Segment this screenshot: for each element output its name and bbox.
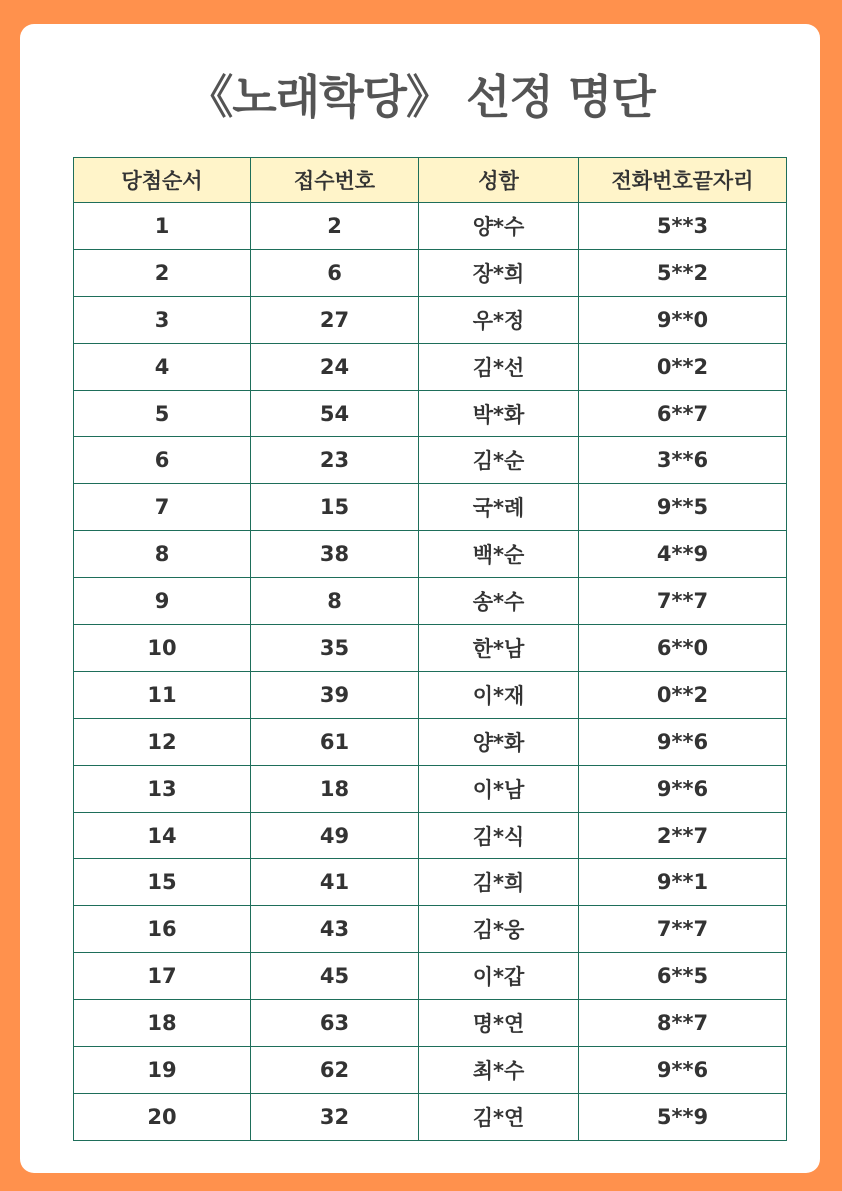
cell-name: 김*연 xyxy=(419,1093,579,1140)
cell-phone-last-digits: 5**3 xyxy=(579,203,787,250)
cell-phone-last-digits: 7**7 xyxy=(579,578,787,625)
header-draw-order: 당첨순서 xyxy=(74,158,251,203)
cell-name: 명*연 xyxy=(419,1000,579,1047)
cell-draw-order: 16 xyxy=(74,906,251,953)
table-row xyxy=(74,625,787,672)
cell-draw-order: 14 xyxy=(74,812,251,859)
cell-draw-order: 12 xyxy=(74,718,251,765)
cell-application-number: 23 xyxy=(251,437,419,484)
cell-name: 양*수 xyxy=(419,203,579,250)
cell-draw-order: 11 xyxy=(74,671,251,718)
cell-name: 백*순 xyxy=(419,531,579,578)
cell-phone-last-digits: 7**7 xyxy=(579,906,787,953)
cell-application-number: 49 xyxy=(251,812,419,859)
table-row xyxy=(74,203,787,250)
cell-draw-order: 10 xyxy=(74,625,251,672)
cell-name: 이*재 xyxy=(419,671,579,718)
cell-phone-last-digits: 9**0 xyxy=(579,296,787,343)
table-row xyxy=(74,1000,787,1047)
table-row xyxy=(74,531,787,578)
cell-phone-last-digits: 0**2 xyxy=(579,343,787,390)
cell-name: 김*선 xyxy=(419,343,579,390)
cell-application-number: 54 xyxy=(251,390,419,437)
cell-phone-last-digits: 9**1 xyxy=(579,859,787,906)
cell-application-number: 38 xyxy=(251,531,419,578)
cell-draw-order: 6 xyxy=(74,437,251,484)
cell-name: 김*순 xyxy=(419,437,579,484)
cell-name: 장*희 xyxy=(419,249,579,296)
cell-phone-last-digits: 6**0 xyxy=(579,625,787,672)
cell-phone-last-digits: 9**5 xyxy=(579,484,787,531)
table-row xyxy=(74,437,787,484)
table-row xyxy=(74,296,787,343)
header-phone-last-digits: 전화번호끝자리 xyxy=(579,158,787,203)
selection-roster-table xyxy=(73,157,787,1141)
cell-application-number: 15 xyxy=(251,484,419,531)
table-row xyxy=(74,1093,787,1140)
cell-application-number: 32 xyxy=(251,1093,419,1140)
cell-phone-last-digits: 8**7 xyxy=(579,1000,787,1047)
cell-application-number: 43 xyxy=(251,906,419,953)
cell-draw-order: 4 xyxy=(74,343,251,390)
table-row xyxy=(74,249,787,296)
table-row xyxy=(74,484,787,531)
table-row xyxy=(74,953,787,1000)
cell-draw-order: 18 xyxy=(74,1000,251,1047)
table-row xyxy=(74,578,787,625)
cell-draw-order: 19 xyxy=(74,1047,251,1094)
cell-phone-last-digits: 5**9 xyxy=(579,1093,787,1140)
cell-draw-order: 8 xyxy=(74,531,251,578)
cell-application-number: 41 xyxy=(251,859,419,906)
cell-application-number: 35 xyxy=(251,625,419,672)
cell-name: 한*남 xyxy=(419,625,579,672)
cell-draw-order: 13 xyxy=(74,765,251,812)
table-row xyxy=(74,812,787,859)
cell-name: 양*화 xyxy=(419,718,579,765)
cell-application-number: 62 xyxy=(251,1047,419,1094)
cell-application-number: 24 xyxy=(251,343,419,390)
cell-name: 최*수 xyxy=(419,1047,579,1094)
cell-phone-last-digits: 2**7 xyxy=(579,812,787,859)
cell-name: 송*수 xyxy=(419,578,579,625)
cell-phone-last-digits: 6**5 xyxy=(579,953,787,1000)
cell-draw-order: 20 xyxy=(74,1093,251,1140)
cell-draw-order: 5 xyxy=(74,390,251,437)
cell-draw-order: 17 xyxy=(74,953,251,1000)
table-body xyxy=(74,203,787,1141)
cell-name: 이*갑 xyxy=(419,953,579,1000)
table-row xyxy=(74,1047,787,1094)
cell-application-number: 45 xyxy=(251,953,419,1000)
table-row xyxy=(74,906,787,953)
cell-application-number: 39 xyxy=(251,671,419,718)
table-row xyxy=(74,718,787,765)
cell-application-number: 6 xyxy=(251,249,419,296)
cell-application-number: 61 xyxy=(251,718,419,765)
cell-application-number: 8 xyxy=(251,578,419,625)
cell-name: 이*남 xyxy=(419,765,579,812)
cell-application-number: 2 xyxy=(251,203,419,250)
cell-name: 김*희 xyxy=(419,859,579,906)
cell-phone-last-digits: 5**2 xyxy=(579,249,787,296)
cell-phone-last-digits: 0**2 xyxy=(579,671,787,718)
cell-phone-last-digits: 9**6 xyxy=(579,718,787,765)
cell-name: 국*례 xyxy=(419,484,579,531)
cell-phone-last-digits: 4**9 xyxy=(579,531,787,578)
cell-application-number: 63 xyxy=(251,1000,419,1047)
cell-name: 우*정 xyxy=(419,296,579,343)
cell-draw-order: 1 xyxy=(74,203,251,250)
cell-application-number: 27 xyxy=(251,296,419,343)
cell-draw-order: 9 xyxy=(74,578,251,625)
table-row xyxy=(74,343,787,390)
cell-application-number: 18 xyxy=(251,765,419,812)
table-row xyxy=(74,765,787,812)
cell-draw-order: 2 xyxy=(74,249,251,296)
page-title: 《노래학당》 선정 명단 xyxy=(187,70,655,124)
table-row xyxy=(74,671,787,718)
header-application-number: 접수번호 xyxy=(251,158,419,203)
table-header-row xyxy=(74,158,787,203)
table-row xyxy=(74,390,787,437)
table-row xyxy=(74,859,787,906)
cell-draw-order: 3 xyxy=(74,296,251,343)
cell-name: 박*화 xyxy=(419,390,579,437)
cell-name: 김*웅 xyxy=(419,906,579,953)
cell-phone-last-digits: 3**6 xyxy=(579,437,787,484)
cell-phone-last-digits: 6**7 xyxy=(579,390,787,437)
cell-draw-order: 7 xyxy=(74,484,251,531)
cell-phone-last-digits: 9**6 xyxy=(579,765,787,812)
cell-name: 김*식 xyxy=(419,812,579,859)
cell-phone-last-digits: 9**6 xyxy=(579,1047,787,1094)
cell-draw-order: 15 xyxy=(74,859,251,906)
header-name: 성함 xyxy=(419,158,579,203)
